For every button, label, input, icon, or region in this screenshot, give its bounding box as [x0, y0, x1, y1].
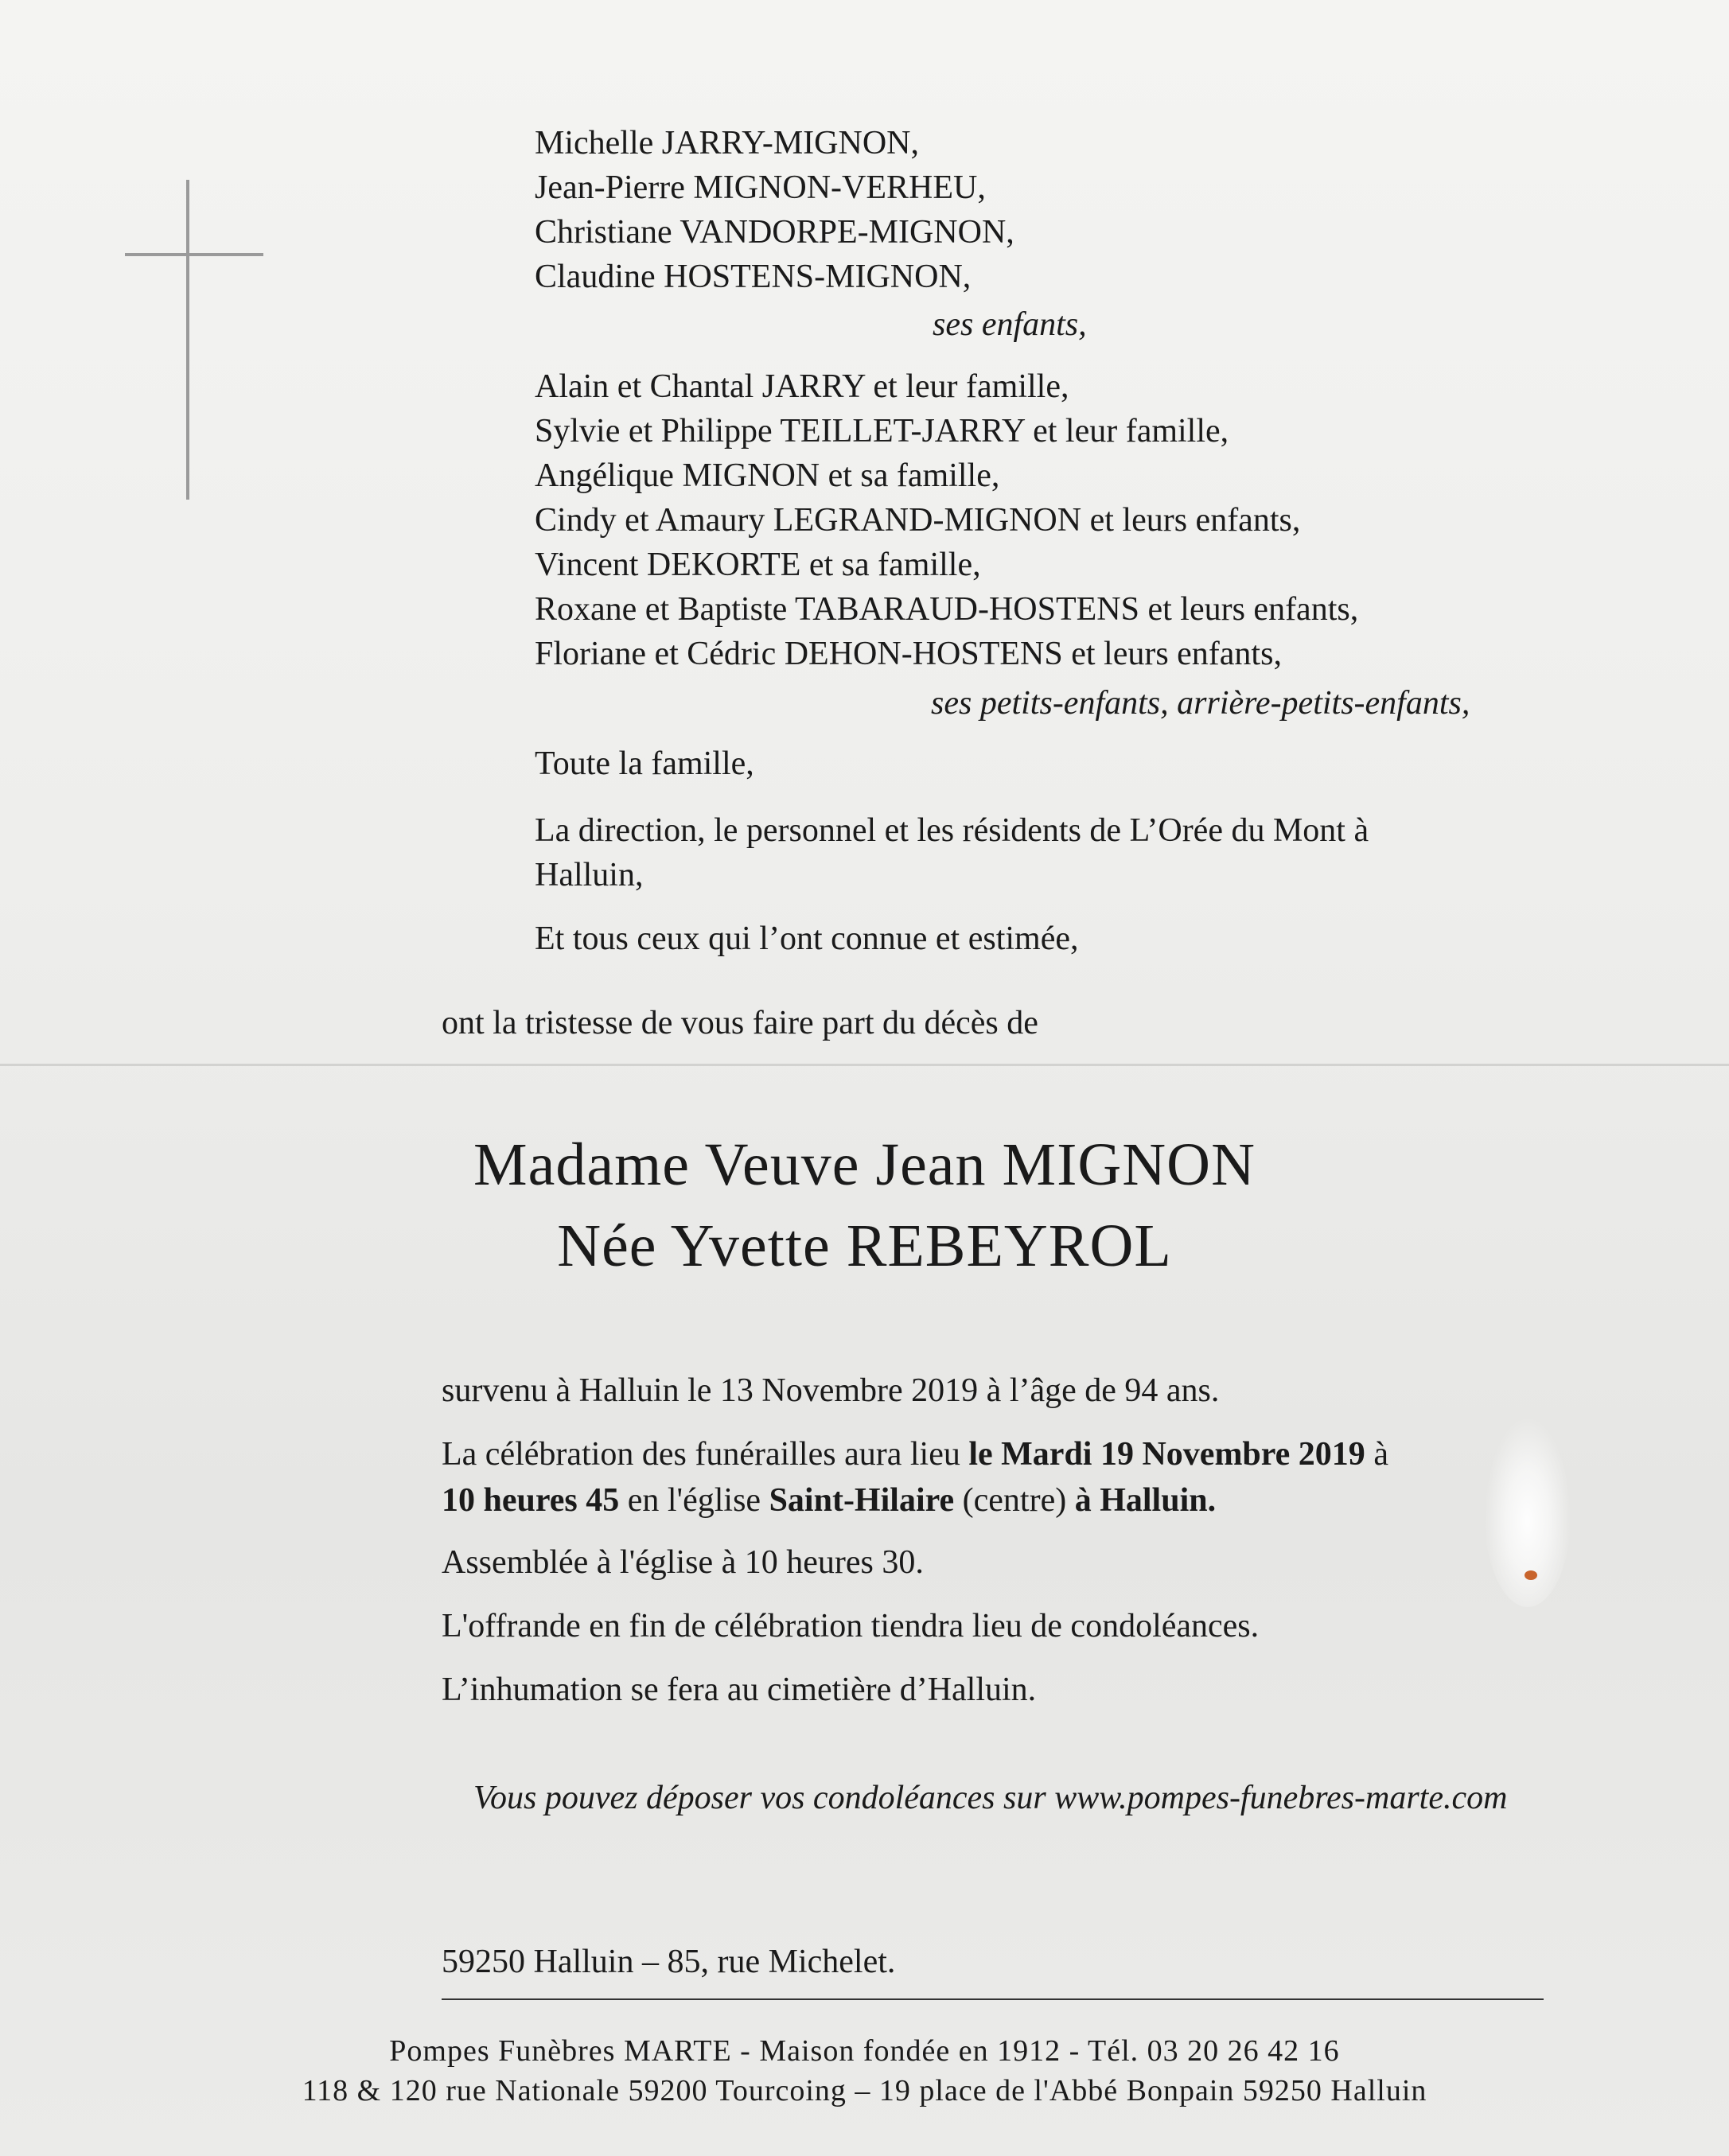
death-details: survenu à Halluin le 13 Novembre 2019 à l’âge de 94 ans.	[442, 1372, 1220, 1409]
children-caption: ses enfants,	[933, 306, 1087, 343]
deceased-name: Madame Veuve Jean MIGNON	[473, 1131, 1256, 1198]
cross-icon-bar	[125, 253, 263, 256]
residence-line: La direction, le personnel et les résidents de L’Orée du Mont à	[535, 812, 1369, 849]
cross-icon	[186, 180, 189, 500]
announcement: ont la tristesse de vous faire part du décès de	[442, 1005, 1038, 1041]
ceremony-line-1: La célébration des funérailles aura lieu le Mardi 19 Novembre 2019 à	[442, 1436, 1388, 1473]
address-line: 59250 Halluin – 85, rue Michelet.	[442, 1944, 896, 1980]
child-name: Michelle JARRY-MIGNON,	[535, 125, 919, 162]
condolences-line: Vous pouvez déposer vos condoléances sur www.pompes-funebres-marte.com	[473, 1780, 1508, 1816]
family-line: Toute la famille,	[535, 745, 754, 782]
footer-line: Pompes Funèbres MARTE - Maison fondée en 1912 - Tél. 03 20 26 42 16	[389, 2034, 1340, 2068]
deceased-birth-name: Née Yvette REBEYROL	[557, 1212, 1172, 1279]
grandchild-line: Angélique MIGNON et sa famille,	[535, 457, 1000, 494]
child-name: Christiane VANDORPE-MIGNON,	[535, 214, 1014, 251]
child-name: Claudine HOSTENS-MIGNON,	[535, 259, 972, 295]
others-line: Et tous ceux qui l’ont connue et estimée,	[535, 920, 1079, 957]
grandchild-line: Roxane et Baptiste TABARAUD-HOSTENS et leurs enfants,	[535, 591, 1359, 628]
offering-line: L'offrande en fin de célébration tiendra lieu de condoléances.	[442, 1608, 1260, 1644]
ceremony-line-2: 10 heures 45 en l'église Saint-Hilaire (centre) à Halluin.	[442, 1482, 1217, 1519]
grandchildren-caption: ses petits-enfants, arrière-petits-enfants,	[931, 685, 1470, 722]
fold-line	[0, 1064, 1729, 1066]
grandchild-line: Alain et Chantal JARRY et leur famille,	[535, 368, 1069, 405]
grandchild-line: Floriane et Cédric DEHON-HOSTENS et leurs enfants,	[535, 636, 1282, 672]
burial-line: L’inhumation se fera au cimetière d’Halluin.	[442, 1671, 1037, 1708]
footer-divider	[442, 1998, 1544, 2000]
grandchild-line: Cindy et Amaury LEGRAND-MIGNON et leurs enfants,	[535, 502, 1301, 539]
grandchild-line: Vincent DEKORTE et sa famille,	[535, 547, 981, 583]
candle-wick	[1525, 1570, 1537, 1580]
child-name: Jean-Pierre MIGNON-VERHEU,	[535, 169, 986, 206]
assembly-line: Assemblée à l'église à 10 heures 30.	[442, 1544, 924, 1581]
footer-line: 118 & 120 rue Nationale 59200 Tourcoing – 19 place de l'Abbé Bonpain 59250 Halluin	[302, 2074, 1427, 2107]
residence-line: Halluin,	[535, 857, 644, 893]
grandchild-line: Sylvie et Philippe TEILLET-JARRY et leur famille,	[535, 413, 1229, 449]
